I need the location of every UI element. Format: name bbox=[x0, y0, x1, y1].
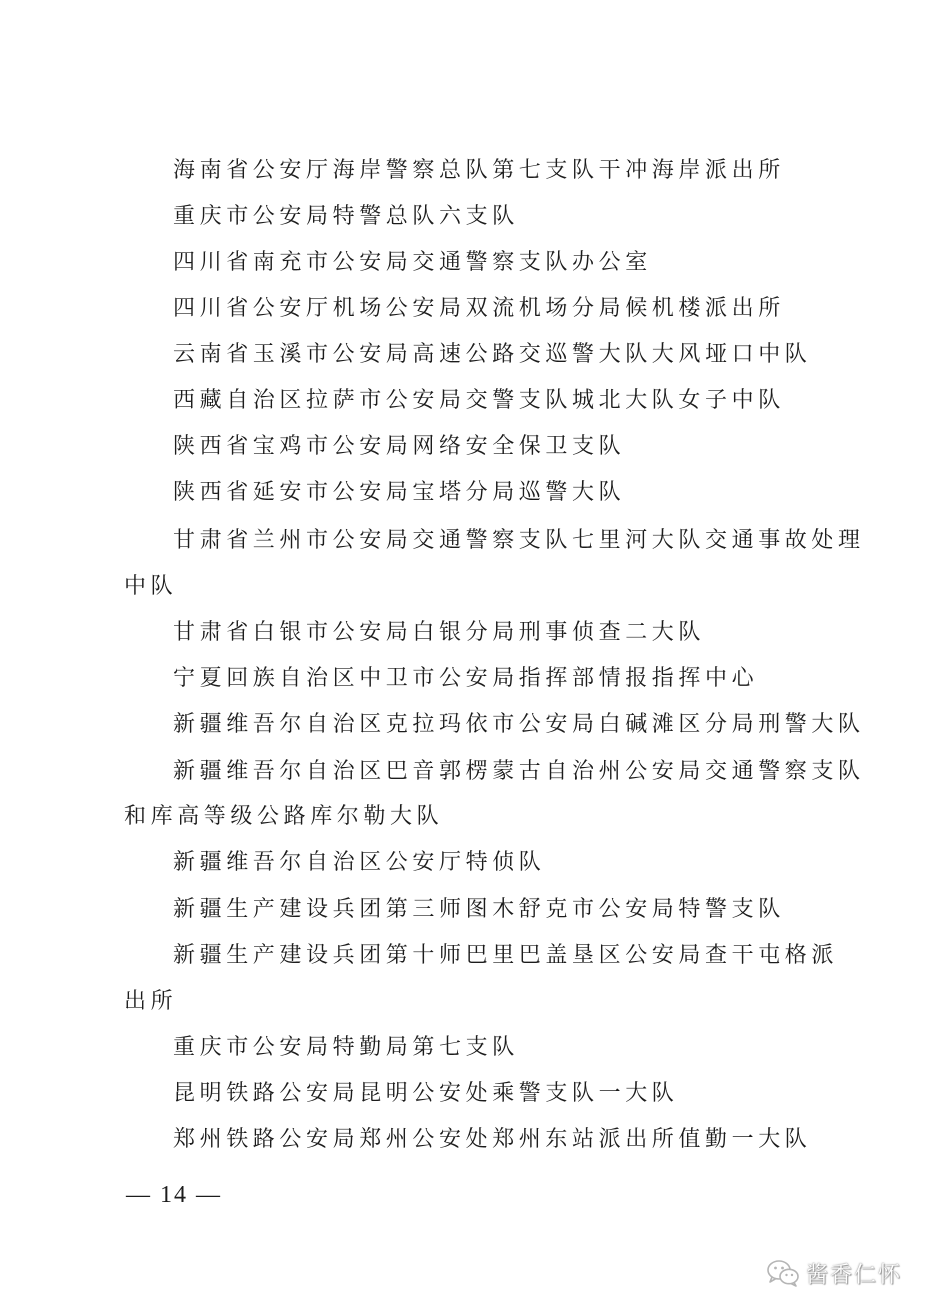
text-line: 新疆维吾尔自治区巴音郭楞蒙古自治州公安局交通警察支队 bbox=[173, 759, 865, 784]
text-line: 四川省南充市公安局交通警察支队办公室 bbox=[173, 250, 652, 275]
text-line-continuation: 和库高等级公路库尔勒大队 bbox=[124, 804, 444, 829]
text-line: 陕西省延安市公安局宝塔分局巡警大队 bbox=[173, 480, 626, 505]
text-line: 昆明铁路公安局昆明公安处乘警支队一大队 bbox=[173, 1081, 679, 1106]
text-line: 重庆市公安局特勤局第七支队 bbox=[173, 1035, 519, 1060]
wechat-icon bbox=[766, 1259, 800, 1287]
text-line-continuation: 出所 bbox=[124, 989, 178, 1014]
text-line: 宁夏回族自治区中卫市公安局指挥部情报指挥中心 bbox=[173, 666, 759, 691]
text-line: 新疆生产建设兵团第十师巴里巴盖垦区公安局查干屯格派 bbox=[173, 943, 839, 968]
text-line: 甘肃省兰州市公安局交通警察支队七里河大队交通事故处理 bbox=[173, 528, 865, 553]
page-number: — 14 — bbox=[126, 1182, 222, 1208]
text-line: 海南省公安厅海岸警察总队第七支队干冲海岸派出所 bbox=[173, 158, 785, 183]
watermark bbox=[766, 1257, 902, 1289]
text-line: 新疆维吾尔自治区克拉玛依市公安局白碱滩区分局刑警大队 bbox=[173, 712, 865, 737]
text-line-continuation: 中队 bbox=[124, 574, 178, 599]
text-line: 云南省玉溪市公安局高速公路交巡警大队大风垭口中队 bbox=[173, 342, 812, 367]
text-line: 郑州铁路公安局郑州公安处郑州东站派出所值勤一大队 bbox=[173, 1127, 812, 1152]
text-line: 甘肃省白银市公安局白银分局刑事侦查二大队 bbox=[173, 620, 706, 645]
text-line: 西藏自治区拉萨市公安局交警支队城北大队女子中队 bbox=[173, 388, 785, 413]
watermark-text: 酱香仁怀 bbox=[806, 1262, 903, 1288]
text-line: 重庆市公安局特警总队六支队 bbox=[173, 204, 519, 229]
text-line: 新疆维吾尔自治区公安厅特侦队 bbox=[173, 850, 546, 875]
text-line: 新疆生产建设兵团第三师图木舒克市公安局特警支队 bbox=[173, 897, 785, 922]
text-line: 四川省公安厅机场公安局双流机场分局候机楼派出所 bbox=[173, 296, 785, 321]
text-line: 陕西省宝鸡市公安局网络安全保卫支队 bbox=[173, 434, 626, 459]
